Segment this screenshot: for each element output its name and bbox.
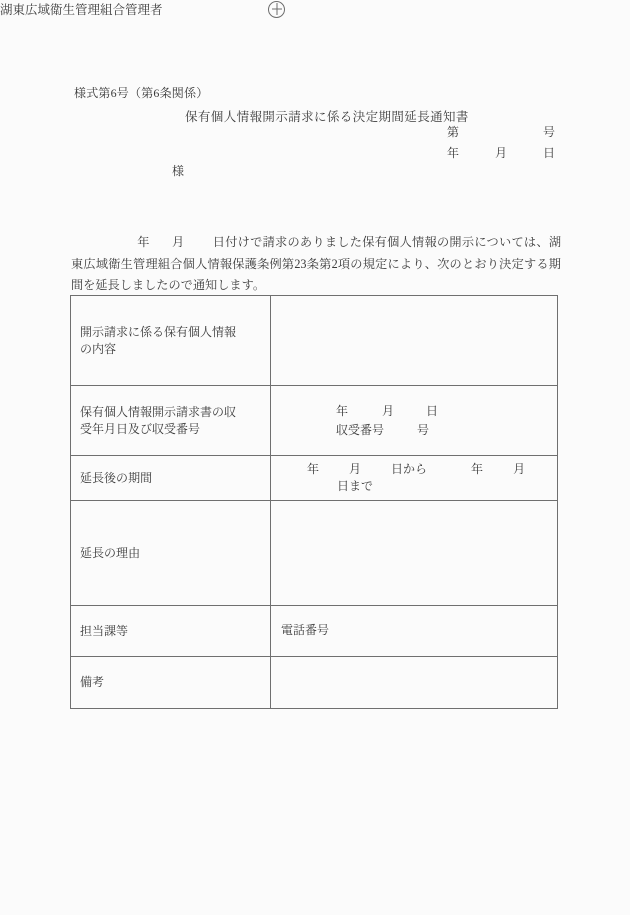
- issuer-row: [0, 0, 285, 18]
- label-char: 当: [92, 623, 105, 638]
- row-label-remarks: [71, 657, 271, 709]
- form-code-label: 様式第6号（第6条関係）: [74, 86, 209, 100]
- label-char: 備: [80, 675, 93, 689]
- label-char: の: [104, 545, 117, 560]
- receipt-number-label: 収受番号: [336, 422, 385, 437]
- label-char: 期: [128, 470, 141, 485]
- phone-number-label: 電話番号: [281, 622, 330, 637]
- extended-period-line: [307, 461, 547, 495]
- receipt-number-line: [336, 421, 547, 440]
- row-label-department: [71, 606, 271, 657]
- label-char: の: [116, 470, 129, 485]
- label-char: 理: [116, 545, 129, 560]
- label-char: 間: [140, 470, 153, 485]
- period-year-to: 年: [471, 462, 484, 476]
- period-month-to: 月: [513, 462, 526, 476]
- table-row: [71, 456, 558, 501]
- row-label-extension-reason: [71, 501, 271, 606]
- body-paragraph: [71, 232, 561, 297]
- row2-label-line1: 保有個人情報開示請求書の収: [80, 404, 237, 419]
- label-char: 由: [128, 545, 141, 560]
- notification-form-table: [70, 295, 558, 709]
- receipt-day: 日: [426, 403, 439, 418]
- row-label-disclosure-content: [71, 296, 271, 386]
- row-value-extension-reason[interactable]: [271, 501, 558, 606]
- table-row: [71, 657, 558, 709]
- row1-label-line2: の内容: [80, 341, 117, 356]
- period-month-from: 月: [349, 462, 362, 476]
- row2-label-line2: 受年月日及び収受番号: [80, 421, 201, 436]
- body-text: 日付けで請求のありました保有個人情報の開示については、湖東広域衛生管理組合個人情報保護条例第23条第2項の規定により、次のとおり決定する期間を延長しましたので通知します。: [71, 235, 562, 292]
- receipt-year: 年: [336, 403, 349, 418]
- row-value-department[interactable]: [271, 606, 558, 657]
- label-char: 考: [92, 675, 105, 689]
- document-number-line: 第 号: [447, 125, 556, 139]
- label-char: 延: [80, 470, 93, 485]
- period-year-from: 年: [307, 462, 320, 476]
- table-row: [71, 296, 558, 386]
- seal-icon: [268, 1, 285, 18]
- label-char: 課: [104, 623, 117, 638]
- addressee-honorific: 様: [172, 164, 185, 178]
- label-char: 担: [80, 623, 93, 638]
- row4-label: [80, 545, 261, 562]
- receipt-number-unit: 号: [417, 422, 430, 437]
- body-date-year: 年: [137, 235, 150, 249]
- label-char: 長: [92, 545, 105, 560]
- period-day-to: 日まで: [337, 479, 374, 493]
- period-day-from: 日から: [391, 462, 428, 476]
- row6-label: [80, 674, 261, 691]
- row5-label: [80, 623, 261, 640]
- row-value-receipt-date-number[interactable]: [271, 386, 558, 456]
- label-char: 等: [116, 623, 129, 638]
- row1-label-line1: 開示請求に係る保有個人情報: [80, 324, 237, 339]
- issuer-name: 湖東広域衛生管理組合管理者: [0, 3, 163, 17]
- row-value-extended-period[interactable]: [271, 456, 558, 501]
- issue-date-line: 年 月 日: [447, 146, 556, 160]
- label-char: 延: [80, 545, 93, 560]
- table-row: [71, 386, 558, 456]
- label-char: 後: [104, 470, 117, 485]
- body-date-month: 月: [171, 235, 185, 249]
- label-char: 長: [92, 470, 105, 485]
- document-title: 保有個人情報開示請求に係る決定期間延長通知書: [185, 110, 469, 124]
- receipt-date-line: [336, 402, 547, 421]
- row-label-extended-period: [71, 456, 271, 501]
- table-row: [71, 606, 558, 657]
- row-value-remarks[interactable]: [271, 657, 558, 709]
- receipt-month: 月: [382, 403, 395, 418]
- row-label-receipt-date-number: [71, 386, 271, 456]
- table-row: [71, 501, 558, 606]
- row-value-disclosure-content[interactable]: [271, 296, 558, 386]
- row3-label: [80, 470, 261, 487]
